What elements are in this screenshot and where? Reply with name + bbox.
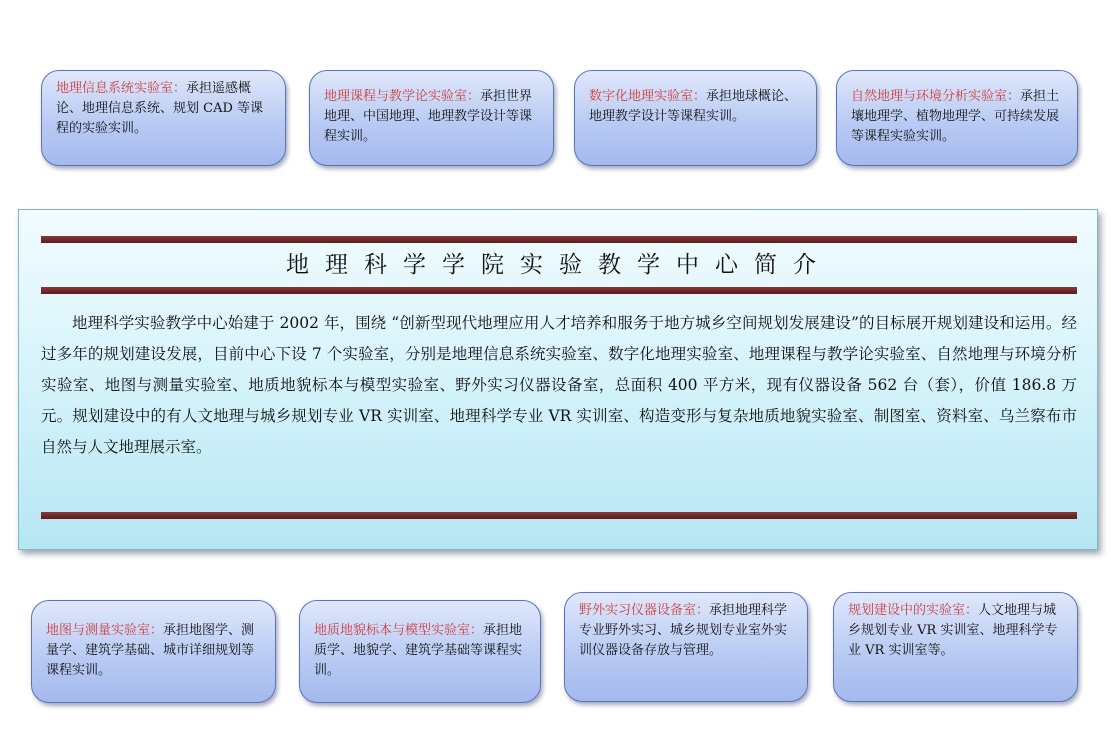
lab-description: 承担遥感概论、地理信息系统、规划 CAD 等课程的实验实训。 xyxy=(56,81,264,136)
lab-box-physical-geography xyxy=(836,70,1078,166)
lab-description: 承担土壤地理学、植物地理学、可持续发展等课程实验实训。 xyxy=(851,89,1060,144)
lab-box-mapping xyxy=(31,600,276,703)
lab-description: 承担地图学、测量学、建筑学基础、城市详细规划等课程实训。 xyxy=(46,623,255,678)
lab-description: 承担地质学、地貌学、建筑学基础等课程实训。 xyxy=(314,623,523,678)
lab-name: 野外实习仪器设备室： xyxy=(579,603,710,618)
intro-title: 地理科学学院实验教学中心简介 xyxy=(286,252,832,278)
top-rule xyxy=(41,236,1077,243)
lab-description: 承担地球概论、地理教学设计等课程实训。 xyxy=(589,89,798,124)
lab-box-curriculum xyxy=(309,70,554,166)
lab-name: 地图与测量实验室： xyxy=(46,623,164,638)
intro-panel xyxy=(18,209,1098,550)
lab-box-planned xyxy=(833,592,1078,702)
lab-name: 地理课程与教学论实验室： xyxy=(324,89,481,104)
lab-description: 人文地理与城乡规划专业 VR 实训室、地理科学专业 VR 实训室等。 xyxy=(848,603,1058,658)
lab-box-field-equipment xyxy=(564,592,808,702)
lab-name: 数字化地理实验室： xyxy=(589,89,707,104)
lab-name: 规划建设中的实验室： xyxy=(848,603,979,618)
title-rule xyxy=(41,287,1077,294)
bottom-rule xyxy=(41,512,1077,519)
lab-box-gis xyxy=(41,70,286,166)
lab-description: 承担世界地理、中国地理、地理教学设计等课程实训。 xyxy=(324,89,533,144)
lab-name: 地理信息系统实验室： xyxy=(56,81,187,96)
lab-box-geology xyxy=(299,600,541,703)
lab-name: 地质地貌标本与模型实验室： xyxy=(314,623,484,638)
lab-description: 承担地理科学专业野外实习、城乡规划专业室外实训仪器设备存放与管理。 xyxy=(579,603,788,658)
intro-body: 地理科学实验教学中心始建于 2002 年，围绕 “创新型现代地理应用人才培养和服务于地方城乡空间规划发展建设”的目标展开规划建设和运用。经过多年的规划建设发展，目前中心下设 7 个实验室，分别是地理信息系统实验室、数字化地理实验室、地理课程与教学论实验室、自然地理与环境分析实验室、地图与测量实验室、地质地貌标本与模型实验室、野外实习仪器设备室，总面积 400 平方米，现有仪器设备 562 台（套），价值 186.8 万元。规划建设中的有人文地理与城乡规划专业 VR 实训室、地理科学专业 VR 实训室、构造变形与复杂地质地貌实验室、制图室、资料室、乌兰察布市自然与人文地理展示室。 xyxy=(41,314,1077,456)
lab-box-digital xyxy=(574,70,817,166)
lab-name: 自然地理与环境分析实验室： xyxy=(851,89,1021,104)
